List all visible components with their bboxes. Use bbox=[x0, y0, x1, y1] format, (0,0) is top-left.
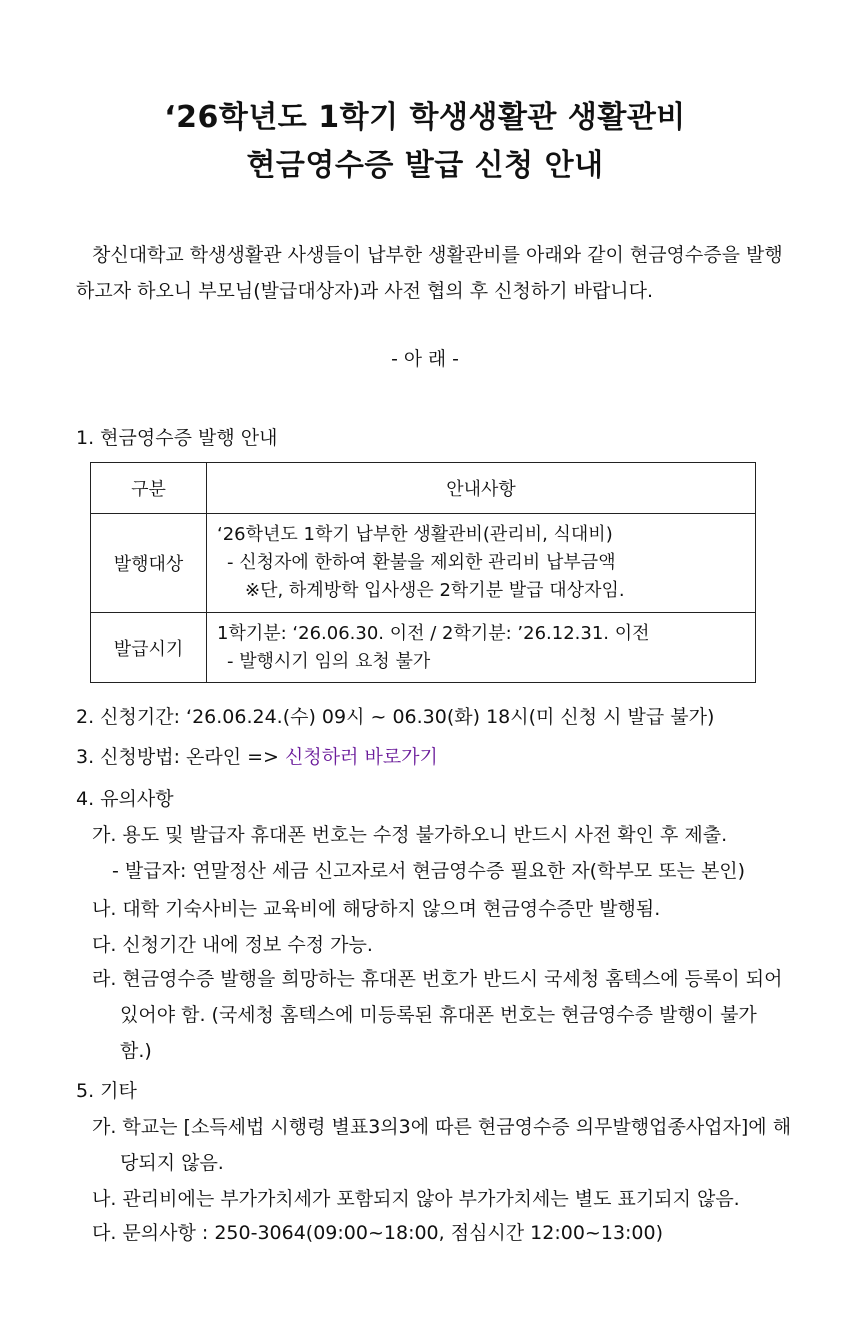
detail-line: ‘26학년도 1학기 납부한 생활관비(관리비, 식대비) bbox=[217, 524, 613, 545]
divider-text: - 아 래 - bbox=[391, 349, 459, 370]
row-details bbox=[207, 613, 756, 683]
row-category: 발급시기 bbox=[91, 613, 207, 683]
list-item: 나. 관리비에는 부가가치세가 포함되지 않아 부가가치세는 별도 표기되지 않음. bbox=[92, 1188, 740, 1210]
section5-heading: 5. 기타 bbox=[76, 1080, 137, 1102]
page-title-line2: 현금영수증 발급 신청 안내 bbox=[246, 148, 604, 183]
intro-line1: 창신대학교 학생생활관 사생들이 납부한 생활관비를 아래와 같이 현금영수증을 발행 bbox=[92, 244, 783, 266]
detail-line: - 발행시기 임의 요청 불가 bbox=[227, 650, 431, 672]
apply-link[interactable]: 신청하러 바로가기 bbox=[285, 746, 438, 768]
list-item: 가. 용도 및 발급자 휴대폰 번호는 수정 불가하오니 반드시 사전 확인 후 제출. bbox=[92, 824, 728, 846]
section2-period: 2. 신청기간: ‘26.06.24.(수) 09시 ~ 06.30(화) 18시(미 신청 시 발급 불가) bbox=[76, 706, 715, 728]
detail-line: ※단, 하계방학 입사생은 2학기분 발급 대상자임. bbox=[245, 580, 625, 601]
row-details bbox=[207, 514, 756, 613]
table-header-details: 안내사항 bbox=[207, 463, 756, 514]
list-item: 다. 문의사항 : 250-3064(09:00~18:00, 점심시간 12:00~13:00) bbox=[92, 1222, 664, 1244]
table-header-category: 구분 bbox=[91, 463, 207, 514]
section4-heading: 4. 유의사항 bbox=[76, 788, 174, 810]
table-header-row bbox=[91, 463, 756, 514]
table-row bbox=[91, 514, 756, 613]
list-item: 라. 현금영수증 발행을 희망하는 휴대폰 번호가 반드시 국세청 홈텍스에 등록이 되어 bbox=[92, 968, 783, 990]
list-item: 나. 대학 기숙사비는 교육비에 해당하지 않으며 현금영수증만 발행됨. bbox=[92, 898, 661, 920]
intro-line2: 하고자 하오니 부모님(발급대상자)과 사전 협의 후 신청하기 바랍니다. bbox=[76, 280, 654, 302]
list-item: 다. 신청기간 내에 정보 수정 가능. bbox=[92, 934, 373, 956]
list-item: 있어야 함. (국세청 홈텍스에 미등록된 휴대폰 번호는 현금영수증 발행이 불가 bbox=[120, 1004, 757, 1026]
list-item: - 발급자: 연말정산 세금 신고자로서 현금영수증 필요한 자(학부모 또는 본인) bbox=[112, 860, 746, 882]
list-item: 가. 학교는 [소득세법 시행령 별표3의3에 따른 현금영수증 의무발행업종사업자]에 해 bbox=[92, 1116, 792, 1138]
section1-heading: 1. 현금영수증 발행 안내 bbox=[76, 427, 278, 449]
section3-method bbox=[76, 742, 438, 769]
detail-line: - 신청자에 한하여 환불을 제외한 관리비 납부금액 bbox=[227, 552, 616, 573]
table-row bbox=[91, 613, 756, 683]
list-item: 당되지 않음. bbox=[120, 1152, 224, 1174]
list-item: 함.) bbox=[120, 1040, 152, 1062]
detail-line: 1학기분: ‘26.06.30. 이전 / 2학기분: ’26.12.31. 이전 bbox=[217, 622, 650, 644]
guide-table bbox=[90, 462, 756, 683]
row-category: 발행대상 bbox=[91, 514, 207, 613]
page-title-line1: ‘26학년도 1학기 학생생활관 생활관비 bbox=[164, 100, 686, 135]
section3-prefix: 3. 신청방법: 온라인 => bbox=[76, 746, 286, 768]
